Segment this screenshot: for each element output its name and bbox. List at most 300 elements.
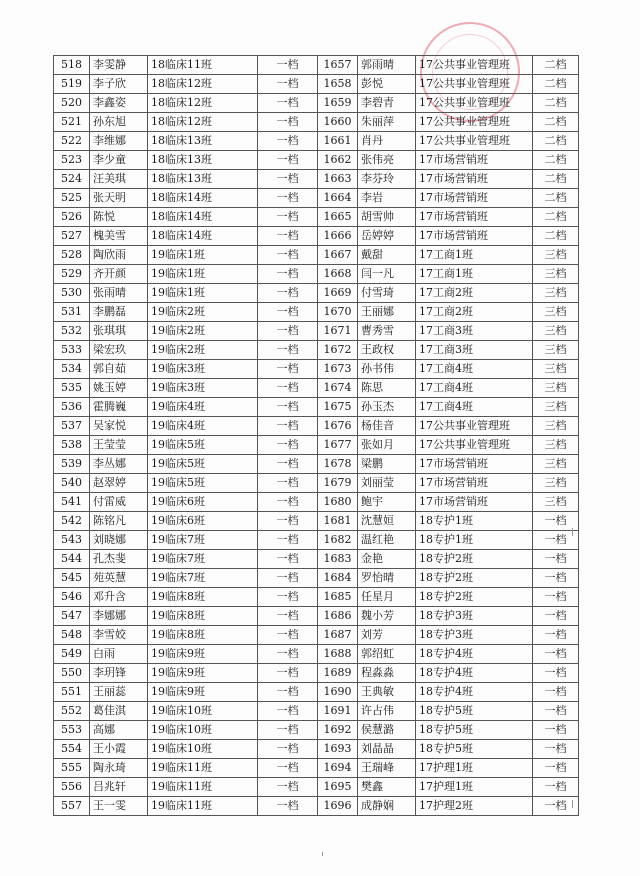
left-name-cell: 姚玉婷 — [90, 379, 148, 398]
right-num-cell: 1680 — [318, 493, 358, 512]
right-num-cell: 1664 — [318, 189, 358, 208]
left-grade-cell: 一档 — [258, 132, 318, 151]
right-grade-cell: 二档 — [533, 151, 579, 170]
left-grade-cell: 一档 — [258, 455, 318, 474]
left-name-cell: 李丛娜 — [90, 455, 148, 474]
right-name-cell: 张伟亮 — [358, 151, 416, 170]
right-num-cell: 1671 — [318, 322, 358, 341]
left-class-cell: 19临床8班 — [148, 607, 258, 626]
right-grade-cell: 二档 — [533, 94, 579, 113]
left-grade-cell: 一档 — [258, 550, 318, 569]
table-row — [54, 721, 579, 740]
right-name-cell: 许占伟 — [358, 702, 416, 721]
table-row — [54, 626, 579, 645]
table-row — [54, 759, 579, 778]
table-row — [54, 645, 579, 664]
right-num-cell: 1674 — [318, 379, 358, 398]
right-grade-cell: 一档 — [533, 702, 579, 721]
right-num-cell: 1681 — [318, 512, 358, 531]
right-name-cell: 戴甜 — [358, 246, 416, 265]
left-name-cell: 陈悦 — [90, 208, 148, 227]
right-grade-cell: 三档 — [533, 493, 579, 512]
table-row — [54, 227, 579, 246]
right-num-cell: 1696 — [318, 797, 358, 816]
table-row — [54, 588, 579, 607]
left-grade-cell: 一档 — [258, 664, 318, 683]
right-grade-cell: 一档 — [533, 645, 579, 664]
table-row — [54, 436, 579, 455]
right-num-cell: 1693 — [318, 740, 358, 759]
left-num-cell: 539 — [54, 455, 90, 474]
left-grade-cell: 一档 — [258, 56, 318, 75]
right-num-cell: 1692 — [318, 721, 358, 740]
right-num-cell: 1676 — [318, 417, 358, 436]
table-row — [54, 702, 579, 721]
left-num-cell: 523 — [54, 151, 90, 170]
right-class-cell: 18专护2班 — [416, 550, 533, 569]
roster-body — [54, 56, 579, 816]
left-class-cell: 19临床11班 — [148, 778, 258, 797]
right-num-cell: 1661 — [318, 132, 358, 151]
right-name-cell: 孙书伟 — [358, 360, 416, 379]
left-name-cell: 汪美琪 — [90, 170, 148, 189]
left-num-cell: 549 — [54, 645, 90, 664]
right-name-cell: 王典敏 — [358, 683, 416, 702]
right-name-cell: 陈思 — [358, 379, 416, 398]
right-num-cell: 1662 — [318, 151, 358, 170]
left-name-cell: 陶永琦 — [90, 759, 148, 778]
right-class-cell: 18专护3班 — [416, 626, 533, 645]
left-class-cell: 19临床5班 — [148, 436, 258, 455]
right-grade-cell: 一档 — [533, 607, 579, 626]
right-num-cell: 1682 — [318, 531, 358, 550]
table-row — [54, 607, 579, 626]
left-num-cell: 547 — [54, 607, 90, 626]
right-class-cell: 17工商2班 — [416, 284, 533, 303]
left-class-cell: 18临床14班 — [148, 189, 258, 208]
right-grade-cell: 一档 — [533, 721, 579, 740]
right-name-cell: 彭悦 — [358, 75, 416, 94]
left-class-cell: 18临床13班 — [148, 132, 258, 151]
right-num-cell: 1686 — [318, 607, 358, 626]
left-grade-cell: 一档 — [258, 417, 318, 436]
left-class-cell: 19临床11班 — [148, 797, 258, 816]
right-name-cell: 李岩 — [358, 189, 416, 208]
left-class-cell: 19临床9班 — [148, 664, 258, 683]
table-row — [54, 398, 579, 417]
table-row — [54, 303, 579, 322]
right-num-cell: 1667 — [318, 246, 358, 265]
left-grade-cell: 一档 — [258, 246, 318, 265]
left-name-cell: 赵翠婷 — [90, 474, 148, 493]
right-name-cell: 刘晶晶 — [358, 740, 416, 759]
left-class-cell: 18临床11班 — [148, 56, 258, 75]
left-class-cell: 19临床5班 — [148, 455, 258, 474]
right-grade-cell: 三档 — [533, 303, 579, 322]
right-grade-cell: 一档 — [533, 797, 579, 816]
left-num-cell: 528 — [54, 246, 90, 265]
left-grade-cell: 一档 — [258, 512, 318, 531]
student-roster-table — [53, 55, 579, 816]
table-row — [54, 474, 579, 493]
right-name-cell: 付雪琦 — [358, 284, 416, 303]
right-name-cell: 沈慧姮 — [358, 512, 416, 531]
right-class-cell: 18专护4班 — [416, 645, 533, 664]
table-row — [54, 208, 579, 227]
right-grade-cell: 一档 — [533, 778, 579, 797]
right-class-cell: 18专护3班 — [416, 607, 533, 626]
right-num-cell: 1665 — [318, 208, 358, 227]
left-name-cell: 高娜 — [90, 721, 148, 740]
left-name-cell: 付雷威 — [90, 493, 148, 512]
right-num-cell: 1678 — [318, 455, 358, 474]
right-name-cell: 刘芳 — [358, 626, 416, 645]
left-num-cell: 520 — [54, 94, 90, 113]
table-row — [54, 797, 579, 816]
left-num-cell: 545 — [54, 569, 90, 588]
left-num-cell: 542 — [54, 512, 90, 531]
right-class-cell: 18专护5班 — [416, 721, 533, 740]
left-class-cell: 19临床3班 — [148, 360, 258, 379]
table-row — [54, 664, 579, 683]
left-grade-cell: 一档 — [258, 721, 318, 740]
right-num-cell: 1669 — [318, 284, 358, 303]
left-num-cell: 526 — [54, 208, 90, 227]
right-num-cell: 1685 — [318, 588, 358, 607]
left-class-cell: 19临床4班 — [148, 398, 258, 417]
table-row — [54, 512, 579, 531]
right-grade-cell: 三档 — [533, 322, 579, 341]
left-class-cell: 19临床5班 — [148, 474, 258, 493]
right-grade-cell: 二档 — [533, 208, 579, 227]
right-name-cell: 刘丽莹 — [358, 474, 416, 493]
right-num-cell: 1688 — [318, 645, 358, 664]
left-class-cell: 19临床9班 — [148, 683, 258, 702]
right-class-cell: 17市场营销班 — [416, 227, 533, 246]
table-row — [54, 531, 579, 550]
left-name-cell: 邓升含 — [90, 588, 148, 607]
left-name-cell: 李娜娜 — [90, 607, 148, 626]
right-num-cell: 1659 — [318, 94, 358, 113]
right-num-cell: 1694 — [318, 759, 358, 778]
right-class-cell: 17工商3班 — [416, 341, 533, 360]
right-class-cell: 17市场营销班 — [416, 151, 533, 170]
right-num-cell: 1663 — [318, 170, 358, 189]
table-row — [54, 683, 579, 702]
right-class-cell: 17工商4班 — [416, 398, 533, 417]
left-num-cell: 522 — [54, 132, 90, 151]
left-name-cell: 吕兆轩 — [90, 778, 148, 797]
right-class-cell: 18专护4班 — [416, 683, 533, 702]
right-num-cell: 1695 — [318, 778, 358, 797]
left-num-cell: 541 — [54, 493, 90, 512]
right-name-cell: 程淼淼 — [358, 664, 416, 683]
left-class-cell: 19临床11班 — [148, 759, 258, 778]
right-name-cell: 胡雪帅 — [358, 208, 416, 227]
right-num-cell: 1672 — [318, 341, 358, 360]
left-class-cell: 18临床13班 — [148, 151, 258, 170]
right-num-cell: 1670 — [318, 303, 358, 322]
left-class-cell: 18临床13班 — [148, 170, 258, 189]
right-class-cell: 17工商3班 — [416, 322, 533, 341]
right-name-cell: 曹秀雪 — [358, 322, 416, 341]
right-class-cell: 17市场营销班 — [416, 208, 533, 227]
left-name-cell: 李鑫姿 — [90, 94, 148, 113]
right-name-cell: 杨佳音 — [358, 417, 416, 436]
right-class-cell: 17公共事业管理班 — [416, 94, 533, 113]
table-row — [54, 132, 579, 151]
right-grade-cell: 一档 — [533, 664, 579, 683]
right-num-cell: 1675 — [318, 398, 358, 417]
left-name-cell: 吴家悦 — [90, 417, 148, 436]
right-grade-cell: 一档 — [533, 588, 579, 607]
left-class-cell: 19临床2班 — [148, 341, 258, 360]
right-grade-cell: 二档 — [533, 113, 579, 132]
left-num-cell: 533 — [54, 341, 90, 360]
left-grade-cell: 一档 — [258, 113, 318, 132]
left-grade-cell: 一档 — [258, 740, 318, 759]
right-name-cell: 李芬玲 — [358, 170, 416, 189]
left-grade-cell: 一档 — [258, 493, 318, 512]
right-num-cell: 1666 — [318, 227, 358, 246]
right-class-cell: 17市场营销班 — [416, 189, 533, 208]
left-num-cell: 521 — [54, 113, 90, 132]
right-grade-cell: 三档 — [533, 417, 579, 436]
left-name-cell: 槐美雪 — [90, 227, 148, 246]
left-class-cell: 19临床10班 — [148, 740, 258, 759]
left-grade-cell: 一档 — [258, 626, 318, 645]
right-class-cell: 17公共事业管理班 — [416, 75, 533, 94]
scan-mark — [322, 852, 323, 856]
left-grade-cell: 一档 — [258, 436, 318, 455]
left-grade-cell: 一档 — [258, 189, 318, 208]
right-num-cell: 1683 — [318, 550, 358, 569]
right-name-cell: 成静娴 — [358, 797, 416, 816]
right-class-cell: 17工商2班 — [416, 303, 533, 322]
right-class-cell: 17公共事业管理班 — [416, 132, 533, 151]
table-row — [54, 151, 579, 170]
left-grade-cell: 一档 — [258, 702, 318, 721]
left-num-cell: 537 — [54, 417, 90, 436]
left-name-cell: 孔杰斐 — [90, 550, 148, 569]
table-row — [54, 284, 579, 303]
right-name-cell: 郭雨晴 — [358, 56, 416, 75]
left-grade-cell: 一档 — [258, 265, 318, 284]
left-class-cell: 19临床9班 — [148, 645, 258, 664]
right-class-cell: 18专护2班 — [416, 588, 533, 607]
right-name-cell: 任星月 — [358, 588, 416, 607]
left-name-cell: 李子欣 — [90, 75, 148, 94]
left-name-cell: 李雪姣 — [90, 626, 148, 645]
left-num-cell: 534 — [54, 360, 90, 379]
left-class-cell: 19临床8班 — [148, 588, 258, 607]
right-num-cell: 1691 — [318, 702, 358, 721]
left-num-cell: 540 — [54, 474, 90, 493]
right-class-cell: 18专护5班 — [416, 740, 533, 759]
left-num-cell: 524 — [54, 170, 90, 189]
right-grade-cell: 二档 — [533, 170, 579, 189]
left-num-cell: 527 — [54, 227, 90, 246]
left-class-cell: 19临床10班 — [148, 721, 258, 740]
left-num-cell: 552 — [54, 702, 90, 721]
right-class-cell: 17工商4班 — [416, 360, 533, 379]
left-num-cell: 535 — [54, 379, 90, 398]
left-grade-cell: 一档 — [258, 379, 318, 398]
right-class-cell: 18专护1班 — [416, 512, 533, 531]
right-name-cell: 张如月 — [358, 436, 416, 455]
left-grade-cell: 一档 — [258, 208, 318, 227]
table-row — [54, 455, 579, 474]
left-num-cell: 550 — [54, 664, 90, 683]
right-grade-cell: 三档 — [533, 379, 579, 398]
right-name-cell: 孙玉杰 — [358, 398, 416, 417]
right-name-cell: 郭绍虹 — [358, 645, 416, 664]
right-class-cell: 18专护5班 — [416, 702, 533, 721]
left-grade-cell: 一档 — [258, 341, 318, 360]
left-grade-cell: 一档 — [258, 360, 318, 379]
left-grade-cell: 一档 — [258, 588, 318, 607]
table-row — [54, 493, 579, 512]
right-grade-cell: 二档 — [533, 75, 579, 94]
left-class-cell: 19临床10班 — [148, 702, 258, 721]
right-grade-cell: 三档 — [533, 436, 579, 455]
right-name-cell: 王政权 — [358, 341, 416, 360]
right-num-cell: 1668 — [318, 265, 358, 284]
left-grade-cell: 一档 — [258, 778, 318, 797]
right-num-cell: 1677 — [318, 436, 358, 455]
right-num-cell: 1690 — [318, 683, 358, 702]
right-name-cell: 魏小芳 — [358, 607, 416, 626]
left-class-cell: 19临床3班 — [148, 379, 258, 398]
right-num-cell: 1673 — [318, 360, 358, 379]
table-row — [54, 778, 579, 797]
left-num-cell: 531 — [54, 303, 90, 322]
right-class-cell: 17公共事业管理班 — [416, 436, 533, 455]
table-row — [54, 170, 579, 189]
left-class-cell: 19临床8班 — [148, 626, 258, 645]
left-class-cell: 19临床7班 — [148, 531, 258, 550]
right-grade-cell: 二档 — [533, 132, 579, 151]
right-grade-cell: 三档 — [533, 474, 579, 493]
left-grade-cell: 一档 — [258, 683, 318, 702]
left-grade-cell: 一档 — [258, 531, 318, 550]
left-class-cell: 19临床6班 — [148, 512, 258, 531]
left-name-cell: 李雯静 — [90, 56, 148, 75]
right-name-cell: 鲍宇 — [358, 493, 416, 512]
left-name-cell: 王丽蕊 — [90, 683, 148, 702]
left-name-cell: 孙东旭 — [90, 113, 148, 132]
left-name-cell: 霍腾巍 — [90, 398, 148, 417]
left-class-cell: 18临床14班 — [148, 227, 258, 246]
left-name-cell: 陶欣雨 — [90, 246, 148, 265]
left-num-cell: 553 — [54, 721, 90, 740]
right-grade-cell: 三档 — [533, 398, 579, 417]
table-row — [54, 322, 579, 341]
left-class-cell: 19临床2班 — [148, 303, 258, 322]
right-class-cell: 17公共事业管理班 — [416, 417, 533, 436]
left-num-cell: 525 — [54, 189, 90, 208]
table-row — [54, 113, 579, 132]
table-row — [54, 550, 579, 569]
left-class-cell: 18临床12班 — [148, 94, 258, 113]
left-grade-cell: 一档 — [258, 75, 318, 94]
left-num-cell: 530 — [54, 284, 90, 303]
table-row — [54, 75, 579, 94]
left-grade-cell: 一档 — [258, 303, 318, 322]
right-num-cell: 1687 — [318, 626, 358, 645]
right-grade-cell: 三档 — [533, 455, 579, 474]
right-class-cell: 17市场营销班 — [416, 493, 533, 512]
right-grade-cell: 三档 — [533, 360, 579, 379]
left-class-cell: 19临床7班 — [148, 569, 258, 588]
scan-mark — [572, 800, 573, 808]
right-name-cell: 侯慧潞 — [358, 721, 416, 740]
left-class-cell: 19临床1班 — [148, 265, 258, 284]
right-class-cell: 17工商1班 — [416, 265, 533, 284]
left-num-cell: 546 — [54, 588, 90, 607]
left-name-cell: 李维娜 — [90, 132, 148, 151]
right-grade-cell: 一档 — [533, 759, 579, 778]
left-num-cell: 557 — [54, 797, 90, 816]
right-class-cell: 17公共事业管理班 — [416, 56, 533, 75]
right-grade-cell: 三档 — [533, 341, 579, 360]
left-class-cell: 18临床12班 — [148, 113, 258, 132]
left-grade-cell: 一档 — [258, 170, 318, 189]
right-name-cell: 肖丹 — [358, 132, 416, 151]
left-num-cell: 518 — [54, 56, 90, 75]
left-name-cell: 郭自茹 — [90, 360, 148, 379]
left-name-cell: 苑英慧 — [90, 569, 148, 588]
table-row — [54, 94, 579, 113]
right-class-cell: 17公共事业管理班 — [416, 113, 533, 132]
table-row — [54, 360, 579, 379]
left-name-cell: 葛佳淇 — [90, 702, 148, 721]
left-class-cell: 19临床6班 — [148, 493, 258, 512]
left-class-cell: 19临床2班 — [148, 322, 258, 341]
right-num-cell: 1684 — [318, 569, 358, 588]
table-row — [54, 569, 579, 588]
right-grade-cell: 一档 — [533, 531, 579, 550]
left-name-cell: 陈铭凡 — [90, 512, 148, 531]
left-name-cell: 李少童 — [90, 151, 148, 170]
right-name-cell: 岳婷婷 — [358, 227, 416, 246]
left-grade-cell: 一档 — [258, 569, 318, 588]
right-class-cell: 18专护4班 — [416, 664, 533, 683]
right-name-cell: 罗怡晴 — [358, 569, 416, 588]
left-num-cell: 544 — [54, 550, 90, 569]
right-grade-cell: 三档 — [533, 284, 579, 303]
right-name-cell: 王丽娜 — [358, 303, 416, 322]
right-class-cell: 17市场营销班 — [416, 474, 533, 493]
left-name-cell: 张琪琪 — [90, 322, 148, 341]
left-grade-cell: 一档 — [258, 322, 318, 341]
right-name-cell: 朱丽萍 — [358, 113, 416, 132]
table-row — [54, 379, 579, 398]
left-name-cell: 齐开颜 — [90, 265, 148, 284]
left-grade-cell: 一档 — [258, 151, 318, 170]
right-class-cell: 18专护1班 — [416, 531, 533, 550]
table-row — [54, 417, 579, 436]
left-grade-cell: 一档 — [258, 284, 318, 303]
left-name-cell: 张雨晴 — [90, 284, 148, 303]
table-row — [54, 56, 579, 75]
scan-mark — [572, 528, 573, 536]
left-class-cell: 19临床1班 — [148, 284, 258, 303]
right-grade-cell: 二档 — [533, 227, 579, 246]
right-class-cell: 17护理2班 — [416, 797, 533, 816]
left-num-cell: 529 — [54, 265, 90, 284]
left-grade-cell: 一档 — [258, 759, 318, 778]
